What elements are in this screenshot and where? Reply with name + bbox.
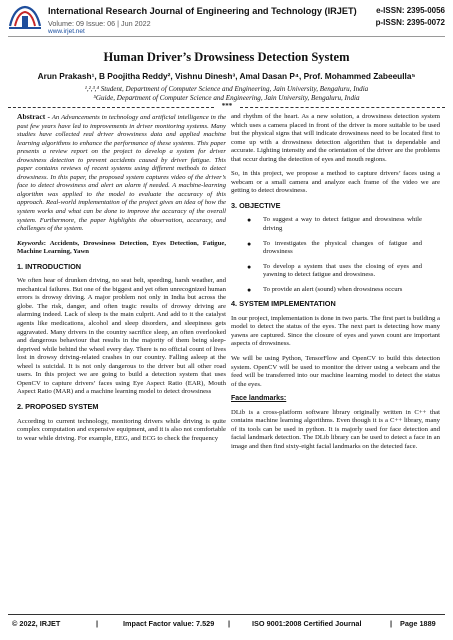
footer-separator: |: [228, 619, 231, 628]
footer-page-number: Page 1889: [400, 619, 436, 628]
separator-stars: ***: [221, 102, 233, 110]
separator-dash-left: [8, 107, 214, 108]
footer-copyright: © 2022, IRJET: [12, 619, 61, 628]
section-heading-introduction: 1. INTRODUCTION: [17, 261, 82, 271]
journal-url[interactable]: www.irjet.net: [48, 28, 85, 35]
journal-name: International Research Journal of Engineering and Technology (IRJET): [48, 6, 357, 16]
bullet-icon: ●: [247, 216, 252, 225]
implementation-text-2: We will be using Python, TensorFlow and OpenCV to build this detection system. OpenCV will be used to monitor the driver using a webcam and the feed will be transferred into our machine learning model to detect the status of the eyes.: [231, 355, 440, 388]
footer-separator: |: [390, 619, 393, 628]
face-landmarks-text: DLib is a cross-platform software library originally written in C++ that contains machine learning algorithms. Even though it is a C++ library, many of its tools can be used in python. It is majorly used for face detection and facial landmark detection. The DLib library can be used to detect a face in an image and then find sixty-eight facial landmarks on the detected face.: [231, 408, 440, 450]
footer-impact-factor: Impact Factor value: 7.529: [123, 619, 215, 628]
abstract-text: An Advancements in technology and artificial intelligence in the past few years have led to improvements in driver monitoring systems. Many studies have collected real driver drowsiness data and applied machine learning algorithms to enhance the performance of these systems. This paper presents a review report on the project to develop a system for driver drowsiness detection to prevent accidents caused by driver fatigue. This paper contains reviews of recent systems using different methods to detect drowsiness. In this paper, the proposed system captures video of the driver’s face to detect drowsiness and alert an alarm if needed. A machine-learning algorithm was applied to the model to evaluate the accuracy of this approach. Real-world implementation of the project gives an idea of how the system works and what can be done to improve the accuracy of the overall system. Furthermore, the paper highlights the observation, accuracy, and challenges of the system.: [17, 114, 227, 233]
title-separator: [8, 104, 445, 110]
subheading-face-landmarks: Face landmarks:: [231, 395, 287, 403]
keywords-label: Keywords: [17, 239, 44, 247]
bullet-icon: ●: [247, 262, 252, 271]
journal-volume: Volume: 09 Issue: 06 | Jun 2022: [48, 19, 151, 28]
journal-pissn: p-ISSN: 2395-0072: [375, 18, 445, 27]
irjet-logo-icon: [8, 4, 42, 30]
list-item: ● To develop a system that uses the closing of eyes and yawning to detect fatigue and drowsiness.: [247, 262, 422, 279]
bullet-icon: ●: [247, 285, 252, 294]
footer-iso: ISO 9001:2008 Certified Journal: [252, 619, 362, 628]
paper-title: Human Driver’s Drowsiness Detection System: [103, 50, 350, 64]
footer-separator: |: [96, 619, 99, 628]
affiliation-guide: ⁵Guide, Department of Computer Science and Engineering, Jain University, Bengaluru, India: [93, 94, 360, 102]
introduction-text: We often hear of drunken driving, no seat belt, speeding, harsh weather, and mechanical failures. But one of the biggest and yet often unrecognized human errors is drowsy driving. A major problem not only in India but across the globe. The risk, danger, and often tragic results of drowsy driving are alarming indeed. Lack of sleep is the main culprit. And add to it the catalyst agents like medications, alcohol and sleep disorders, and sleepiness gets aggravated. Many drivers in the country sacrifice sleep, an often overlooked and dangerous behaviour that results in the majority of them being sleep-deprived while behind the wheel every day. There is no official count of lives lost in drowsy driving-related crashes in our country. Falling asleep at the wheel is suicidal. It is not only dangerous to the driver but all other road users. In this project we are going to build a detection system that uses OpenCV to capture drivers’ faces using Eye Aspect Ratio (EAR), Mouth Aspect Ratio (MAR) and a machine learning model to detect drowsiness: [17, 277, 226, 396]
keywords: [17, 240, 226, 257]
separator-dash-right: [240, 107, 445, 108]
keywords-text: : Accidents, Drowsiness Detection, Eyes Detection, Fatigue, Machine Learning, Yawn: [17, 239, 226, 256]
section-heading-proposed-system: 2. PROPOSED SYSTEM: [17, 401, 99, 411]
header-divider: [8, 36, 445, 37]
objective-list: [231, 216, 440, 294]
footer-divider: [8, 614, 445, 615]
affiliation-students: ¹,²,³,⁴ Student, Department of Computer Science and Engineering, Jain University, Bengaluru, India: [84, 85, 369, 93]
implementation-text-1: In our project, implementation is done in two parts. The first part is building a model to detect the status of the eyes. The next part is detecting how many yawns are captured. Since the closure of eyes and yawn count are important aspects of drowsiness.: [231, 314, 440, 348]
abstract: [17, 113, 226, 234]
abstract-label: Abstract -: [17, 112, 50, 121]
proposed-continuation-2: So, in this project, we propose a method to capture drivers’ faces using a webcam or a small camera and analyze each frame of the video we are getting to detect drowsiness.: [231, 170, 440, 195]
section-heading-objective: 3. OBJECTIVE: [231, 200, 281, 210]
journal-eissn: e-ISSN: 2395-0056: [376, 6, 445, 15]
paper-authors: Arun Prakash¹, B Poojitha Reddy², Vishnu Dinesh³, Amal Dasan P⁴, Prof. Mohammed Zabeeulla⁵: [37, 71, 416, 81]
left-column: [17, 113, 226, 449]
list-item: ● To investigates the physical changes of fatigue and drowsiness: [247, 239, 422, 256]
right-column: [231, 113, 440, 458]
proposed-continuation-1: and rhythm of the heart. As a new solution, a drowsiness detection system which uses a camera placed in front of the driver is more suitable to be used but the physical signs that will indicate drowsiness need to be located first to come up with a drowsiness detection algorithm that is dependable and accurate. Lighting intensity and the orientation of the driver are the problems that occur during the detection of eyes and mouth regions.: [231, 113, 440, 163]
list-item: ● To provide an alert (sound) when drowsiness occurs: [247, 285, 403, 294]
journal-header: [0, 0, 453, 38]
section-heading-system-implementation: 4. SYSTEM IMPLEMENTATION: [231, 299, 336, 309]
bullet-icon: ●: [247, 239, 252, 248]
proposed-system-text: According to current technology, monitoring drivers while driving is quite complex computation and expensive equipment, and it is also not comfortable to wear while driving. For example, EEG, and ECG to check the frequency: [17, 417, 226, 442]
list-item: ● To suggest a way to detect fatigue and drowsiness while driving: [247, 216, 422, 233]
